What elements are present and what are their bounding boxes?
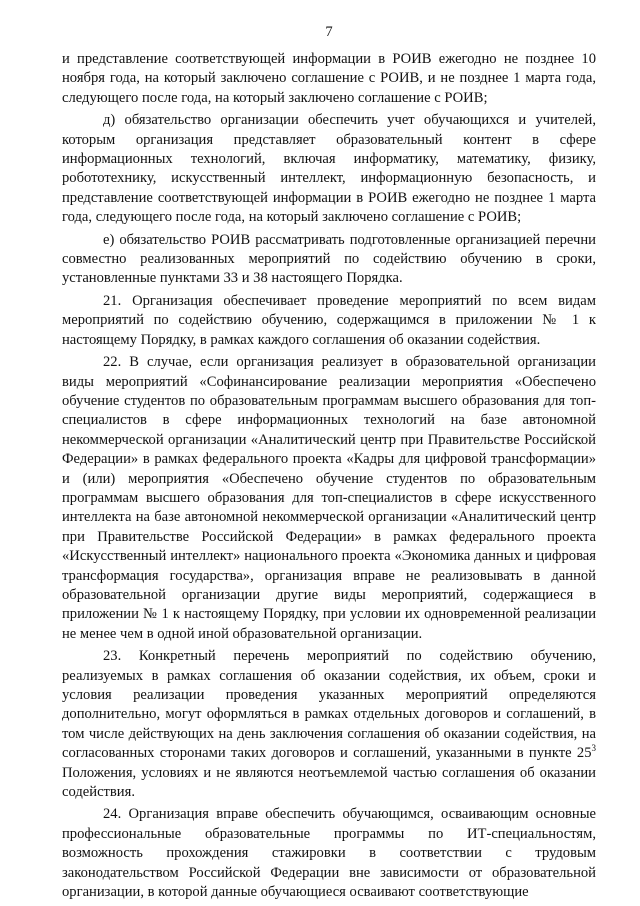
page-number: 7 [325, 24, 333, 40]
paragraph-22: 22. В случае, если организация реализует в образовательной организации виды мероприятий «Софинансирование реализации мероприятия «Обеспечено обучение студентов по образовательным программам высшего образования для топ-специалистов в сфере информационных технологий на базе автономной некоммерческой организации «Аналитический центр при Правительстве Российской Федерации» в рамках федерального проекта «Кадры для цифровой трансформации» и (или) мероприятия «Обеспечено обучение студентов по образовательным программам высшего образования для топ-специалистов в сфере искусственного интеллекта на базе автономной некоммерческой организации «Аналитический центр при Правительстве Российской Федерации» в рамках федерального проекта «Искусственный интеллект» национального проекта «Экономика данных и цифровая трансформация государства», организация вправе не реализовывать в данной образовательной организации другие виды мероприятий, содержащиеся в приложении № 1 к настоящему Порядку, при условии их одновременной реализации не менее чем в одной иной образовательной организации. [62, 354, 596, 642]
paragraph-23-text-end: Положения, условиях и не являются неотъемлемой частью соглашения об оказании содействия. [62, 764, 596, 801]
paragraph-continuation: и представление соответствующей информации в РОИВ ежегодно не позднее 10 ноября года, на который заключено соглашение с РОИВ, и не позднее 1 марта года, следующего после года, на который заключено соглашение с РОИВ; [62, 51, 596, 106]
paragraph-23 [62, 647, 596, 802]
footnote-superscript: 3 [591, 743, 596, 754]
paragraph-24: 24. Организация вправе обеспечить обучающимся, осваивающим основные профессиональные образовательные программы по ИТ-специальностям, возможность прохождения стажировки в соответствии с трудовым законодательством Российской Федерации вне зависимости от образовательной организации, в которой данные обучающиеся осваивают соответствующие [62, 806, 596, 901]
paragraph-item-d: д) обязательство организации обеспечить учет обучающихся и учителей, которым организация представляет образовательный контент в сфере информационных технологий, включая информатику, математику, физику, робототехнику, искусственный интеллект, информационную безопасность, и представление соответствующей информации в РОИВ ежегодно не позднее 1 марта года, следующего после года, на который заключено соглашение с РОИВ; [62, 112, 596, 226]
paragraph-23-text: 23. Конкретный перечень мероприятий по содействию обучению, реализуемых в рамках соглашения об оказании содействия, их объем, сроки и условия реализации проведения указанных мероприятий определяются дополнительно, могут оформляться в рамках отдельных договоров и соглашений, в том числе действующих на день заключения соглашения об оказании содействия, на согласованных сторонами таких договоров и соглашений, указанными в пункте 25 [62, 648, 596, 762]
paragraph-21: 21. Организация обеспечивает проведение мероприятий по всем видам мероприятий по содействию обучению, содержащимся в приложении № 1 к настоящему Порядку, в рамках каждого соглашения об оказании содействия. [62, 292, 596, 348]
paragraph-item-e: е) обязательство РОИВ рассматривать подготовленные организацией перечни совместно реализованных мероприятий по содействию обучению в сроки, установленные пунктами 33 и 38 настоящего Порядка. [62, 231, 596, 287]
document-page [62, 24, 596, 905]
